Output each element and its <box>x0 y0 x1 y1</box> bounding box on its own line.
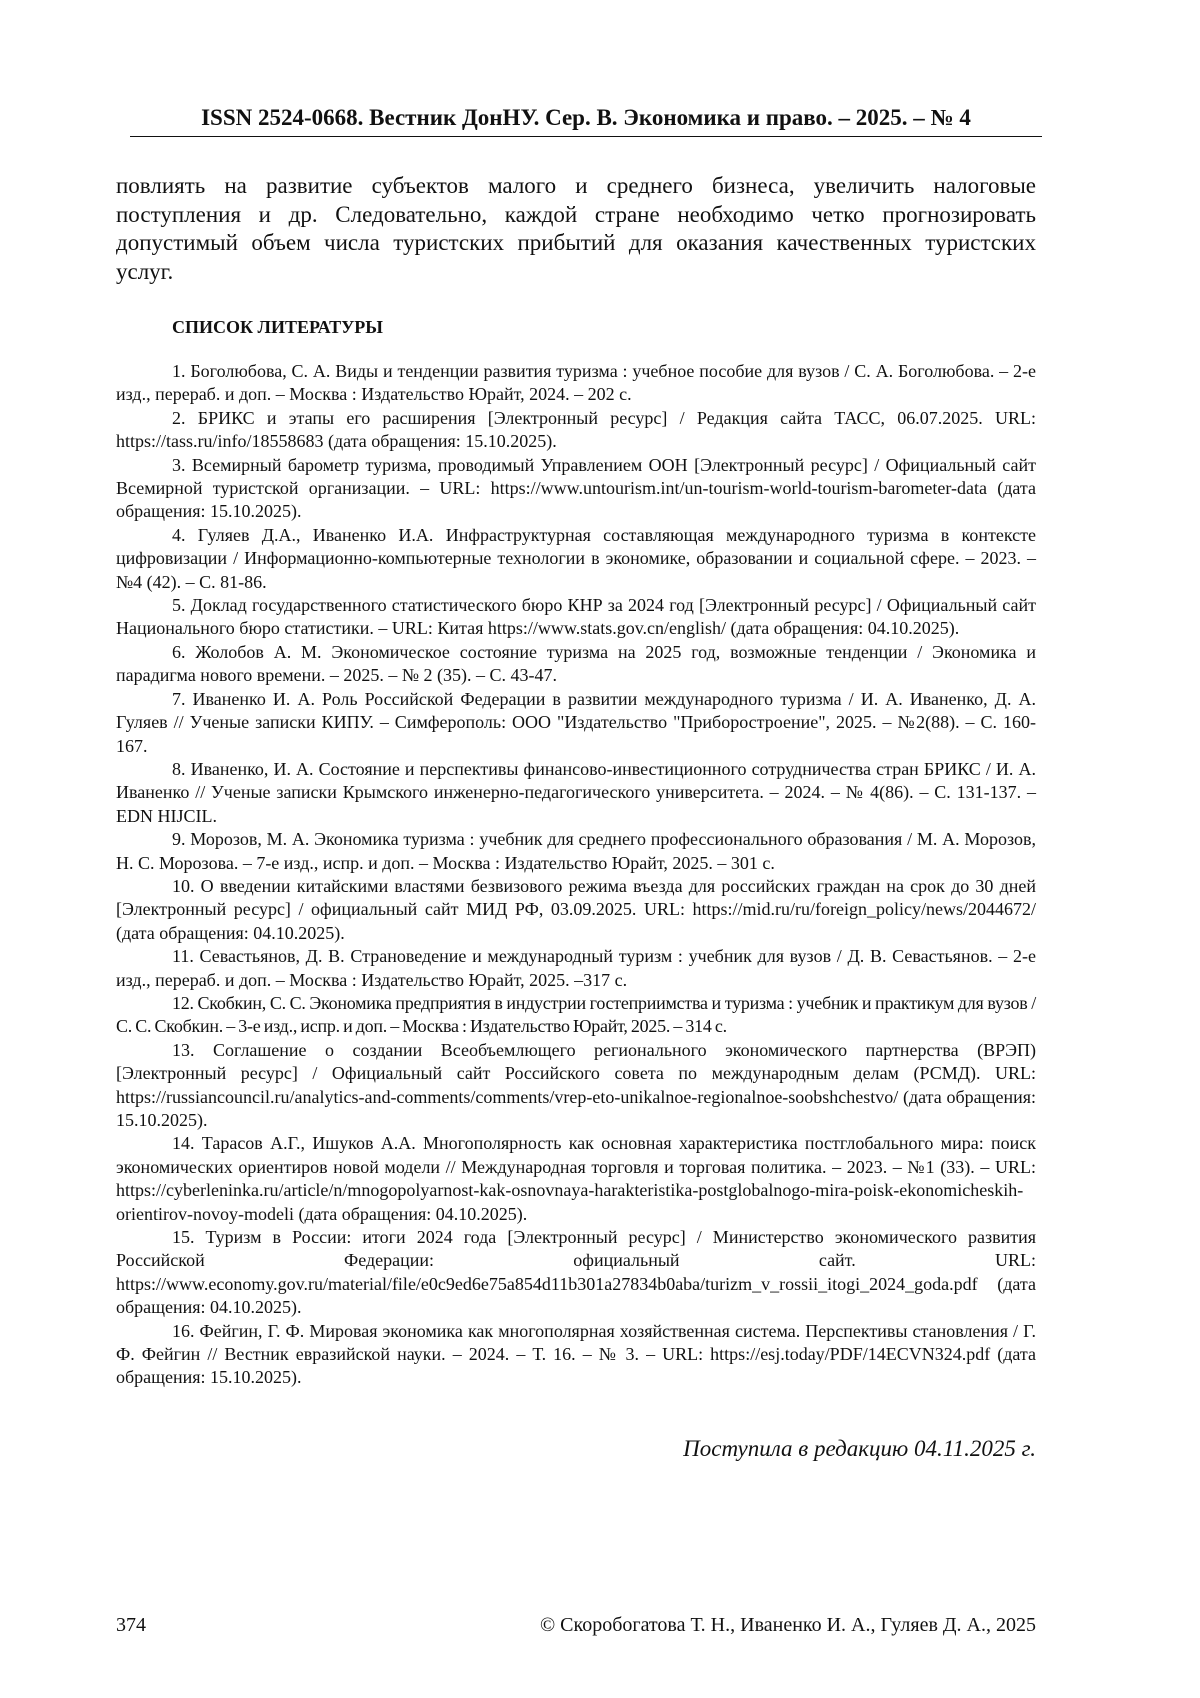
header-divider <box>130 136 1042 137</box>
copyright-line: © Скоробогатова Т. Н., Иваненко И. А., Гуляев Д. А., 2025 <box>539 1614 1036 1636</box>
received-date: Поступила в редакцию 04.11.2025 г. <box>683 1436 1036 1461</box>
reference-item: 6. Жолобов А. М. Экономическое состояние туризма на 2025 год, возможные тенденции / Экономика и парадигма нового времени. – 2025. – № 2 (35). – С. 43-47. <box>116 641 1036 686</box>
reference-item: 13. Соглашение о создании Всеобъемлющего регионального экономического партнерства (ВРЭП) [Электронный ресурс] / Официальный сайт Российского совета по международным делам (РСМД). URL: https://russiancouncil.ru/analytics-and-comments/comments/vrep-eto-unikalnoe-regionalnoe-soobshchestvo/ (дата обращения: 15.10.2025). <box>116 1039 1036 1130</box>
reference-item: 8. Иваненко, И. А. Состояние и перспективы финансово-инвестиционного сотрудничества стран БРИКС / И. А. Иваненко // Ученые записки Крымского инженерно-педагогического университета. – 2024. – № 4(86). – С. 131-137. – EDN HIJCIL. <box>116 758 1036 826</box>
reference-item: 3. Всемирный барометр туризма, проводимый Управлением ООН [Электронный ресурс] / Официальный сайт Всемирной туристской организации. – URL: https://www.untourism.int/un-tourism-world-tourism-barometer-data (дата обращения: 15.10.2025). <box>116 454 1036 522</box>
reference-item: 10. О введении китайскими властями безвизового режима въезда для российских граждан на срок до 30 дней [Электронный ресурс] / официальный сайт МИД РФ, 03.09.2025. URL: https://mid.ru/ru/foreign_policy/news/2044672/ (дата обращения: 04.10.2025). <box>116 875 1036 943</box>
reference-item: 4. Гуляев Д.А., Иваненко И.А. Инфраструктурная составляющая международного туризма в контексте цифровизации / Информационно-компьютерные технологии в экономике, образовании и социальной сфере. – 2023. – №4 (42). – С. 81-86. <box>116 524 1036 592</box>
reference-item: 14. Тарасов А.Г., Ишуков А.А. Многополярность как основная характеристика постглобального мира: поиск экономических ориентиров новой модели // Международная торговля и торговая политика. – 2023. – №1 (33). – URL: https://cyberleninka.ru/article/n/mnogopolyarnost-kak-osnovnaya-harakteristika-postglobalnogo-mira-poisk-ekonomicheskih-orientirov-novoy-modeli (дата обращения: 04.10.2025). <box>116 1133 1036 1224</box>
references-heading: СПИСОК ЛИТЕРАТУРЫ <box>172 317 383 337</box>
reference-item: 11. Севастьянов, Д. В. Страноведение и международный туризм : учебник для вузов / Д. В. Севастьянов. – 2-е изд., перераб. и доп. – Москва : Издательство Юрайт, 2025. –317 с. <box>116 946 1036 990</box>
journal-header: ISSN 2524-0668. Вестник ДонНУ. Сер. В. Экономика и право. – 2025. – № 4 <box>201 105 971 130</box>
reference-item: 15. Туризм в России: итоги 2024 года [Электронный ресурс] / Министерство экономического развития Российской Федерации: официальный сайт. URL: https://www.economy.gov.ru/material/file/e0c9ed6e75a854d11b301a27834b0aba/turizm_v_rossii_itogi_2024_goda.pdf (дата обращения: 04.10.2025). <box>116 1227 1036 1318</box>
reference-item: 9. Морозов, М. А. Экономика туризма : учебник для среднего профессионального образования / М. А. Морозов, Н. С. Морозова. – 7-е изд., испр. и доп. – Москва : Издательство Юрайт, 2025. – 301 с. <box>116 829 1036 873</box>
reference-item: 5. Доклад государственного статистического бюро КНР за 2024 год [Электронный ресурс] / Официальный сайт Национального бюро статистики. – URL: Китая https://www.stats.gov.cn/english/ (дата обращения: 04.10.2025). <box>116 595 1036 639</box>
reference-item: 2. БРИКС и этапы его расширения [Электронный ресурс] / Редакция сайта ТАСС, 06.07.2025. URL: https://tass.ru/info/18558683 (дата обращения: 15.10.2025). <box>116 407 1036 452</box>
page-number: 374 <box>116 1614 146 1636</box>
references-list <box>116 360 1036 1390</box>
intro-paragraph: повлиять на развитие субъектов малого и среднего бизнеса, увеличить налоговые поступления и др. Следовательно, каждой стране необходимо четко прогнозировать допустимый объем числа туристских прибытий для оказания качественных туристских услуг. <box>116 173 1036 284</box>
reference-item: 16. Фейгин, Г. Ф. Мировая экономика как многополярная хозяйственная система. Перспективы становления / Г. Ф. Фейгин // Вестник евразийской науки. – 2024. – Т. 16. – № 3. – URL: https://esj.today/PDF/14ECVN324.pdf (дата обращения: 15.10.2025). <box>116 1320 1036 1388</box>
reference-item: 7. Иваненко И. А. Роль Российской Федерации в развитии международного туризма / И. А. Иваненко, Д. А. Гуляев // Ученые записки КИПУ. – Симферополь: ООО "Издательство "Приборостроение", 2025. – №2(88). – С. 160-167. <box>116 688 1036 756</box>
reference-item: 1. Боголюбова, С. А. Виды и тенденции развития туризма : учебное пособие для вузов / С. А. Боголюбова. – 2-е изд., перераб. и доп. – Москва : Издательство Юрайт, 2024. – 202 с. <box>116 361 1036 405</box>
reference-item: 12. Скобкин, С. С. Экономика предприятия в индустрии гостеприимства и туризма : учебник и практикум для вузов / С. С. Скобкин. – 3-е изд., испр. и доп. – Москва : Издательство Юрайт, 2025. – 314 с. <box>116 992 1036 1037</box>
